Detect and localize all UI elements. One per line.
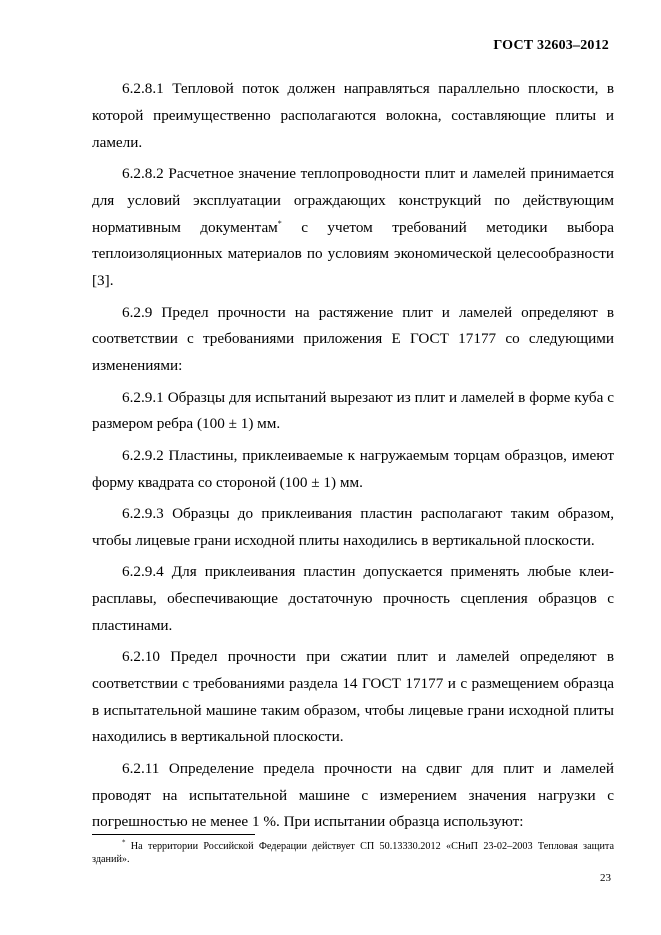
paragraph-6-2-9: 6.2.9 Предел прочности на растяжение плит и ламелей определяют в соответствии с требованиями приложения Е ГОСТ 17177 со следующими изменениями:: [92, 303, 614, 375]
paragraph-6-2-9-2: 6.2.9.2 Пластины, приклеиваемые к нагружаемым торцам образцов, имеют форму квадрата со стороной (100 ± 1) мм.: [92, 446, 614, 491]
document-body: [92, 76, 614, 841]
document-header-standard: ГОСТ 32603–2012: [493, 38, 609, 53]
page-number: 23: [600, 872, 611, 884]
footnote-text: На территории Российской Федерации действует СП 50.13330.2012 «СНиП 23-02–2003 Тепловая защита зданий».: [92, 841, 614, 865]
footnote-mark: *: [122, 838, 126, 847]
paragraph-6-2-8-1: 6.2.8.1 Тепловой поток должен направляться параллельно плоскости, в которой преимущественно располагаются волокна, составляющие плиты и ламели.: [92, 80, 614, 151]
paragraph-6-2-10: 6.2.10 Предел прочности при сжатии плит и ламелей определяют в соответствии с требованиями раздела 14 ГОСТ 17177 и с размещением образца в испытательной машине таким образом, чтобы лицевые грани исходной плиты находились в вертикальной плоскости.: [92, 648, 614, 746]
paragraph-6-2-8-2: [92, 161, 614, 295]
paragraph-6-2-9-1: 6.2.9.1 Образцы для испытаний вырезают из плит и ламелей в форме куба с размером ребра (100 ± 1) мм.: [92, 388, 614, 433]
paragraph-6-2-11: 6.2.11 Определение предела прочности на сдвиг для плит и ламелей проводят на испытательной машине с измерением значения нагрузки с погрешностью не менее 1 %. При испытании образца используют:: [92, 759, 614, 831]
paragraph-6-2-9-4: 6.2.9.4 Для приклеивания пластин допускается применять любые клеи-расплавы, обеспечивающие достаточную прочность сцепления образцов с пластинами.: [92, 563, 614, 634]
paragraph-6-2-9-3: 6.2.9.3 Образцы до приклеивания пластин располагают таким образом, чтобы лицевые грани исходной плиты находились в вертикальной плоскости.: [92, 504, 614, 549]
footnote: [92, 840, 614, 866]
footnote-reference-mark: *: [277, 218, 282, 228]
paragraph-6-2-8-2-text-after: с учетом требований методики выбора теплоизоляционных материалов по условиям экономической целесообразности [3].: [92, 218, 614, 290]
footnote-divider: [92, 834, 255, 835]
paragraph-6-2-8-2-text-before: 6.2.8.2 Расчетное значение теплопроводности плит и ламелей принимается для условий эксплуатации ограждающих конструкций по действующим нормативным документам: [92, 164, 614, 236]
